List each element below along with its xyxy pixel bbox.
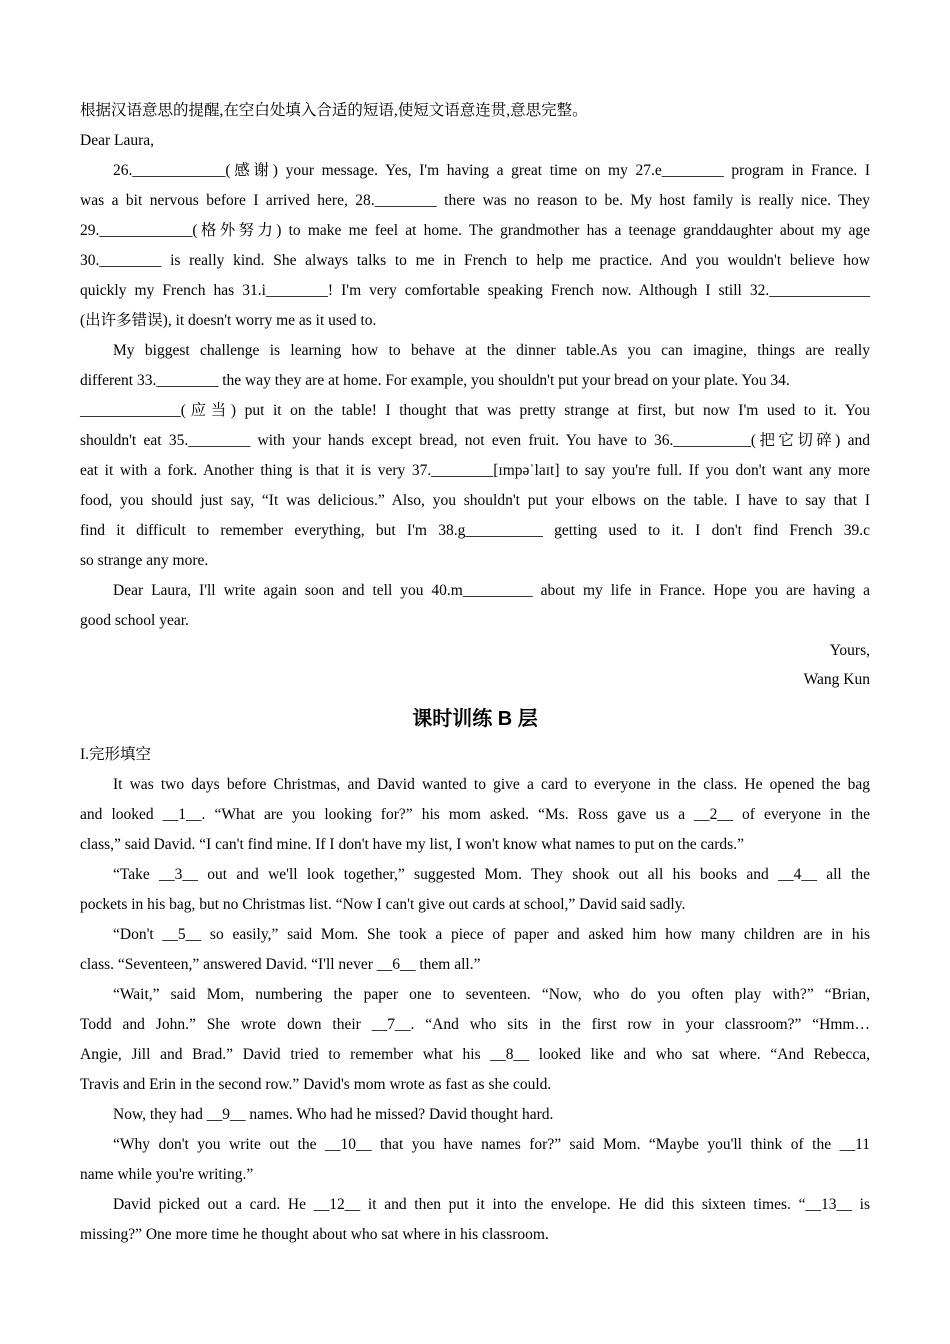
- cloze-line: It was two days before Christmas, and David wanted to give a card to everyone in the class. He opened the bag: [113, 776, 870, 793]
- letter-line: different 33.________ the way they are at home. For example, you shouldn't put your bread on your plate. You 34.: [80, 372, 790, 389]
- cloze-line: and looked __1__. “What are you looking for?” his mom asked. “Ms. Ross gave us a __2__ of everyone in the: [80, 806, 870, 823]
- document-page: [80, 96, 870, 1250]
- letter-line: Dear Laura, I'll write again soon and tell you 40.m_________ about my life in France. Hope you are having a: [113, 582, 870, 599]
- letter-line: find it difficult to remember everything, but I'm 38.g__________ getting used to it. I don't find French 39.c: [80, 522, 870, 539]
- letter-line: eat it with a fork. Another thing is that it is very 37.________[ɪmpəˈlaɪt] to say you're full. If you don't want any more: [80, 462, 870, 479]
- cloze-line: Now, they had __9__ names. Who had he missed? David thought hard.: [113, 1106, 554, 1123]
- letter-line: _____________(应当) put it on the table! I thought that was pretty strange at first, but now I'm used to it. You: [80, 402, 870, 419]
- cloze-line: class,” said David. “I can't find mine. If I don't have my list, I won't know what names to put on the cards.”: [80, 836, 744, 853]
- cloze-heading: I.完形填空: [80, 746, 152, 763]
- letter-line: food, you should just say, “It was delicious.” Also, you shouldn't put your elbows on the table. I have to say that I: [80, 492, 870, 509]
- letter-line: good school year.: [80, 612, 189, 629]
- cloze-line: “Wait,” said Mom, numbering the paper one to seventeen. “Now, who do you often play with?” “Brian,: [113, 986, 870, 1003]
- letter-line: shouldn't eat 35.________ with your hands except bread, not even fruit. You have to 36.__________(把它切碎) and: [80, 432, 870, 449]
- cloze-line: Travis and Erin in the second row.” David's mom wrote as fast as she could.: [80, 1076, 552, 1093]
- cloze-line: “Take __3__ out and we'll look together,” suggested Mom. They shook out all his books and __4__ all the: [113, 866, 870, 883]
- letter-line: quickly my French has 31.i________! I'm very comfortable speaking French now. Although I still 32._____________: [80, 282, 870, 299]
- cloze-line: name while you're writing.”: [80, 1166, 254, 1183]
- letter-signature: Wang Kun: [803, 671, 870, 688]
- letter-greeting: Dear Laura,: [80, 132, 155, 149]
- letter-line: 26.____________(感谢) your message. Yes, I'm having a great time on my 27.e________ program in France. I: [113, 162, 870, 179]
- cloze-line: missing?” One more time he thought about who sat where in his classroom.: [80, 1226, 549, 1243]
- cloze-line: class. “Seventeen,” answered David. “I'll never __6__ them all.”: [80, 956, 481, 973]
- letter-line: was a bit nervous before I arrived here, 28.________ there was no reason to be. My host family is really nice. They: [80, 192, 870, 209]
- letter-line: (出许多错误), it doesn't worry me as it used to.: [80, 312, 377, 329]
- letter-line: so strange any more.: [80, 552, 209, 569]
- cloze-line: David picked out a card. He __12__ it and then put it into the envelope. He did this sixteen times. “__13__ is: [113, 1196, 870, 1213]
- letter-line: 30.________ is really kind. She always talks to me in French to help me practice. And you wouldn't believe how: [80, 252, 870, 269]
- letter-line: My biggest challenge is learning how to behave at the dinner table.As you can imagine, things are really: [113, 342, 870, 359]
- cloze-line: Angie, Jill and Brad.” David tried to remember what his __8__ looked like and who sat where. “And Rebecca,: [80, 1046, 870, 1063]
- cloze-line: “Don't __5__ so easily,” said Mom. She took a piece of paper and asked him how many children are in his: [113, 926, 870, 943]
- letter-line: 29.____________(格外努力) to make me feel at home. The grandmother has a teenage granddaughter about my age: [80, 222, 870, 239]
- instruction: 根据汉语意思的提醒,在空白处填入合适的短语,使短文语意连贯,意思完整。: [80, 102, 588, 119]
- cloze-line: Todd and John.” She wrote down their __7__. “And who sits in the first row in your classroom?” “Hmm…: [80, 1016, 870, 1033]
- section-title: 课时训练 B 层: [412, 708, 538, 730]
- cloze-line: “Why don't you write out the __10__ that you have names for?” said Mom. “Maybe you'll think of the __11: [113, 1136, 870, 1153]
- cloze-line: pockets in his bag, but no Christmas list. “Now I can't give out cards at school,” David said sadly.: [80, 896, 686, 913]
- letter-closing: Yours,: [829, 642, 870, 659]
